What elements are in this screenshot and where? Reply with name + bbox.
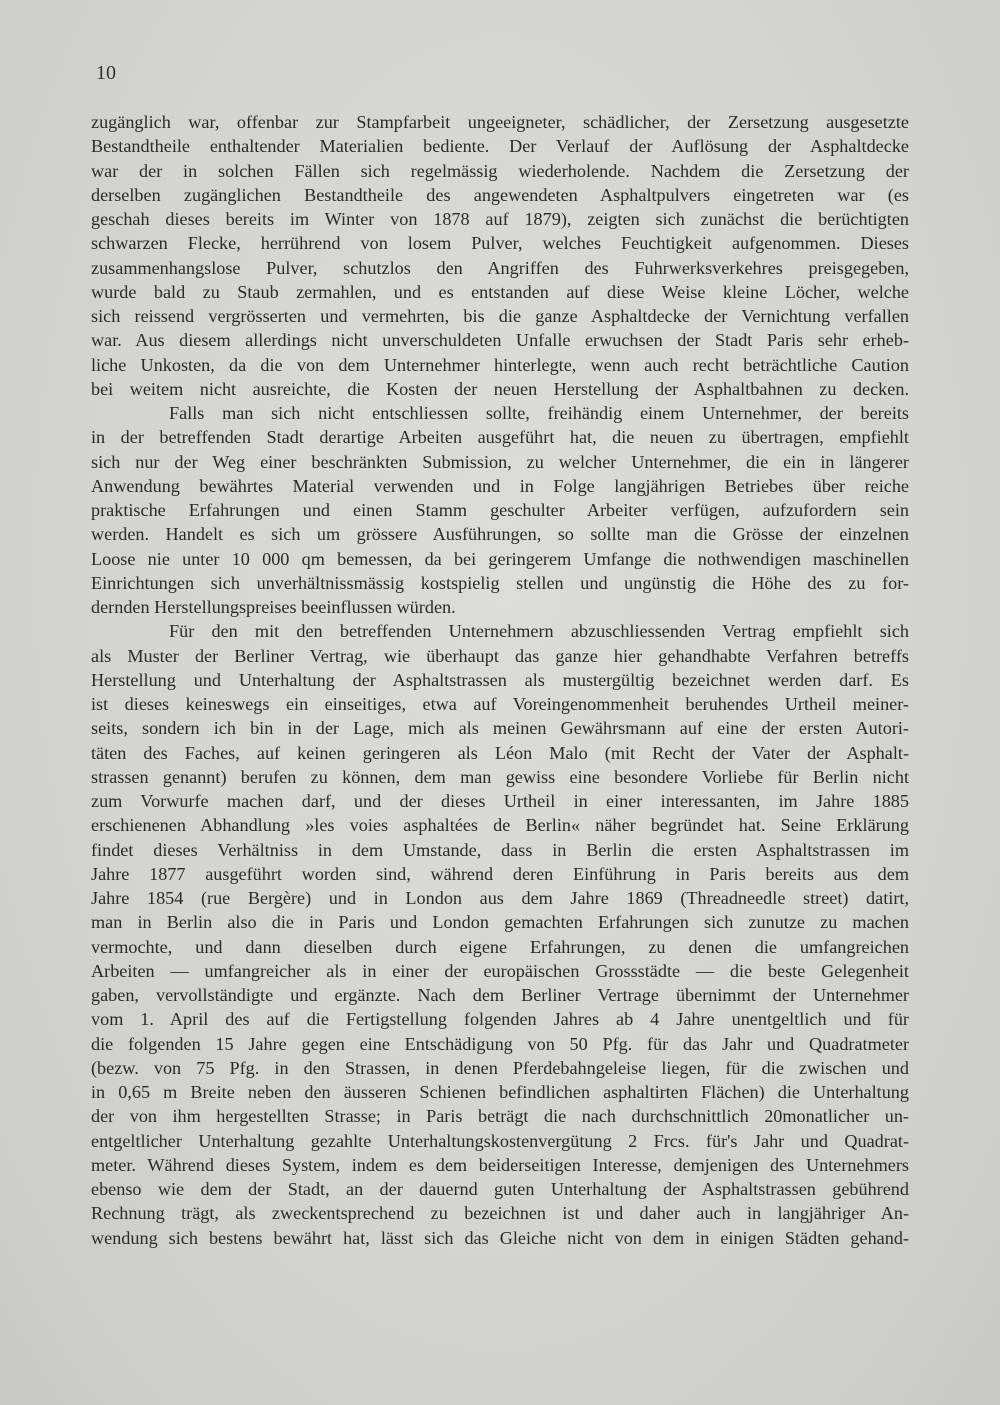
text-line: Jahre 1877 ausgeführt worden sind, während deren Einführung in Paris bereits aus dem <box>91 863 909 884</box>
text-line: zum Vorwurfe machen darf, und der dieses Urtheil in einer interessanten, im Jahre 1885 <box>91 791 909 811</box>
text-line: praktische Erfahrungen und einen Stamm geschulter Arbeiter verfügen, aufzufordern sein <box>91 500 909 520</box>
text-line: ebenso wie dem der Stadt, an der dauernd guten Unterhaltung der Asphaltstrassen gebührend <box>91 1179 909 1199</box>
text-line: wendung sich bestens bewährt hat, lässt sich das Gleiche nicht von dem in einigen Städten gehand- <box>91 1227 909 1248</box>
text-line: Loose nie unter 10 000 qm bemessen, da bei geringerem Umfange die nothwendigen maschinellen <box>91 548 909 569</box>
text-line: täten des Faches, auf keinen geringeren als Léon Malo (mit Recht der Vater der Asphalt- <box>91 742 909 763</box>
text-line: seits, sondern ich bin in der Lage, mich als meinen Gewährsmann auf eine der ersten Autori- <box>91 718 909 739</box>
text-line: findet dieses Verhältniss in dem Umstande, dass in Berlin die ersten Asphaltstrassen im <box>91 839 909 860</box>
text-line: Bestandtheile enthaltender Materialien bediente. Der Verlauf der Auflösung der Asphaltdecke <box>91 136 909 157</box>
text-line: man in Berlin also die in Paris und London gemachten Erfahrungen sich zunutze zu machen <box>91 912 909 933</box>
body-text <box>91 110 909 1250</box>
page-number: 10 <box>96 62 116 84</box>
text-line: Falls man sich nicht entschliessen sollte, freihändig einem Unternehmer, der bereits <box>169 403 909 423</box>
text-line: als Muster der Berliner Vertrag, wie überhaupt das ganze hier gehandhabte Verfahren betreffs <box>91 645 909 666</box>
text-line: derselben zugänglichen Bestandtheile des angewendeten Asphaltpulvers eingetreten war (es <box>91 184 909 205</box>
text-line: ist dieses keineswegs ein einseitiges, etwa auf Voreingenommenheit beruhendes Urtheil meiner- <box>91 694 909 714</box>
text-line: Für den mit den betreffenden Unternehmern abzuschliessenden Vertrag empfiehlt sich <box>169 621 909 642</box>
text-line: werden. Handelt es sich um grössere Ausführungen, so sollte man die Grösse der einzelnen <box>91 524 909 545</box>
text-line: sich reissend vergrösserten und vermehrten, bis die ganze Asphaltdecke der Vernichtung verfallen <box>91 306 909 326</box>
text-line: zugänglich war, offenbar zur Stampfarbeit ungeeigneter, schädlicher, der Zersetzung ausgesetzte <box>91 112 909 132</box>
text-line: vermochte, und dann dieselben durch eigene Erfahrungen, zu denen die umfangreichen <box>91 936 909 957</box>
text-line: (bezw. von 75 Pfg. in den Strassen, in denen Pferdebahngeleise liegen, für die zwischen und <box>91 1057 909 1078</box>
text-line: liche Unkosten, da die von dem Unternehmer hinterlegte, wenn auch recht beträchtliche Caution <box>91 354 909 375</box>
text-line: zusammenhangslose Pulver, schutzlos den Angriffen des Fuhrwerksverkehres preisgegeben, <box>91 257 909 278</box>
text-line: war. Aus diesem allerdings nicht unverschuldeten Unfalle erwuchsen der Stadt Paris sehr erheb- <box>91 330 909 351</box>
text-line: Einrichtungen sich unverhältnissmässig kostspielig stellen und ungünstig die Höhe des zu for- <box>91 572 909 593</box>
text-line: Jahre 1854 (rue Bergère) und in London aus dem Jahre 1869 (Threadneedle street) datirt, <box>91 888 909 908</box>
text-line: Rechnung trägt, als zweckentsprechend zu bezeichnen ist und daher auch in langjähriger An- <box>91 1203 909 1224</box>
text-line: die folgenden 15 Jahre gegen eine Entschädigung von 50 Pfg. für das Jahr und Quadratmeter <box>91 1033 909 1054</box>
text-line: schwarzen Flecke, herrührend von losem Pulver, welches Feuchtigkeit aufgenommen. Dieses <box>91 233 909 254</box>
text-line: geschah dieses bereits im Winter von 1878 auf 1879), zeigten sich zunächst die berüchtigten <box>91 209 909 229</box>
text-line: gaben, vervollständigte und ergänzte. Nach dem Berliner Vertrage übernimmt der Unternehmer <box>91 985 909 1005</box>
text-line: der von ihm hergestellten Strasse; in Paris beträgt die nach durchschnittlich 20monatlicher un- <box>91 1106 909 1127</box>
text-line: bei weitem nicht ausreichte, die Kosten der neuen Herstellung der Asphaltbahnen zu decken. <box>91 378 909 399</box>
text-line: erschienenen Abhandlung »les voies asphaltées de Berlin« näher begründet hat. Seine Erklärung <box>91 815 909 836</box>
text-line: entgeltlicher Unterhaltung gezahlte Unterhaltungskostenvergütung 2 Frcs. für's Jahr und Quadrat- <box>91 1130 909 1151</box>
text-line: in der betreffenden Stadt derartige Arbeiten ausgeführt hat, die neuen zu übertragen, empfiehlt <box>91 427 909 448</box>
text-line: wurde bald zu Staub zermahlen, und es entstanden auf diese Weise kleine Löcher, welche <box>91 281 909 302</box>
text-line: war der in solchen Fällen sich regelmässig wiederholende. Nachdem die Zersetzung der <box>91 160 909 181</box>
text-line: Herstellung und Unterhaltung der Asphaltstrassen als mustergültig bezeichnet werden darf. Es <box>91 669 909 690</box>
text-line: strassen genannt) berufen zu können, dem man gewiss eine besondere Vorliebe für Berlin nicht <box>91 766 909 787</box>
text-line: Arbeiten — umfangreicher als in einer der europäischen Grossstädte — die beste Gelegenheit <box>91 960 909 981</box>
text-line: in 0,65 m Breite neben den äusseren Schienen befindlichen asphaltirten Flächen) die Unterhaltung <box>91 1082 909 1102</box>
text-line: sich nur der Weg einer beschränkten Submission, zu welcher Unternehmer, die ein in längerer <box>91 451 909 472</box>
text-line: dernden Herstellungspreises beeinflussen würden. <box>91 597 456 617</box>
text-line: meter. Während dieses System, indem es dem beiderseitigen Interesse, demjenigen des Unternehmers <box>91 1154 909 1175</box>
text-line: vom 1. April des auf die Fertigstellung folgenden Jahres ab 4 Jahre unentgeltlich und für <box>91 1009 909 1030</box>
text-line: Anwendung bewährtes Material verwenden und in Folge langjährigen Betriebes über reiche <box>91 475 909 496</box>
